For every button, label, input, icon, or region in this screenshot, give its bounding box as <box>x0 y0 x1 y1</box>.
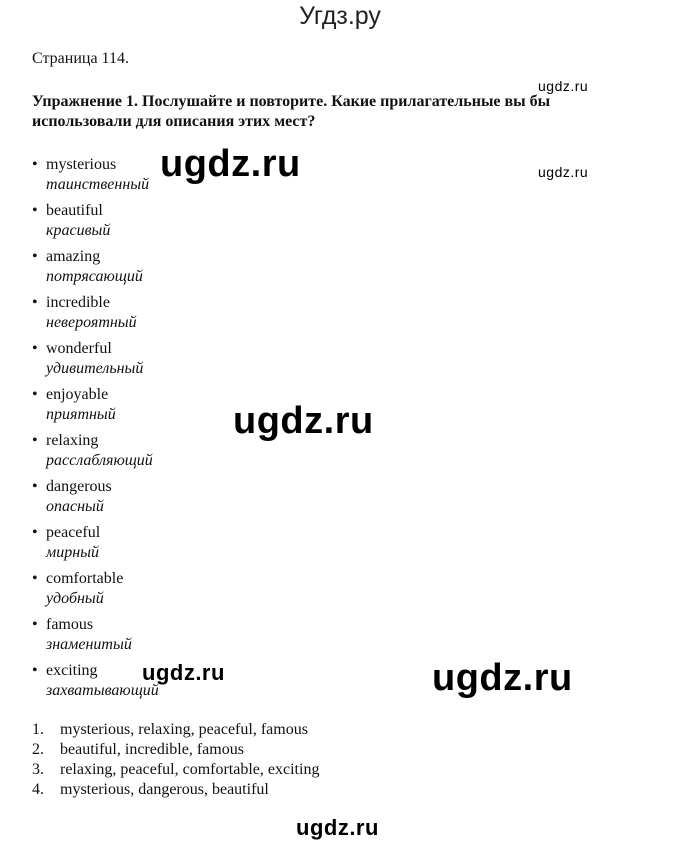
watermark: ugdz.ru <box>538 164 589 180</box>
list-item <box>32 740 319 760</box>
list-item <box>32 339 159 385</box>
list-item <box>32 780 319 800</box>
watermark: ugdz.ru <box>160 143 301 185</box>
watermark: ugdz.ru <box>296 815 379 840</box>
watermark: ugdz.ru <box>233 400 374 442</box>
answer-list <box>32 720 319 800</box>
bullet-icon: • <box>32 248 38 265</box>
word-translation: приятный <box>46 406 116 423</box>
word-english: mysterious <box>46 156 117 173</box>
bullet-icon: • <box>32 156 38 173</box>
word-english: enjoyable <box>46 386 109 403</box>
answer-text: mysterious, dangerous, beautiful <box>60 781 269 798</box>
list-item <box>32 720 319 740</box>
bullet-icon: • <box>32 478 38 495</box>
list-item <box>32 661 159 707</box>
word-english: famous <box>46 616 94 633</box>
list-item <box>32 385 159 431</box>
list-item <box>32 760 319 780</box>
word-translation: удобный <box>46 590 104 607</box>
word-translation: таинственный <box>46 176 150 193</box>
list-item <box>32 615 159 661</box>
word-translation: опасный <box>46 498 104 515</box>
word-translation: захватывающий <box>46 682 159 699</box>
word-english: comfortable <box>46 570 124 587</box>
answer-number: 3. <box>32 761 44 778</box>
word-list <box>32 155 159 707</box>
bullet-icon: • <box>32 386 38 403</box>
answer-number: 2. <box>32 741 44 758</box>
word-english: peaceful <box>46 524 101 541</box>
word-english: amazing <box>46 248 101 265</box>
list-item <box>32 247 159 293</box>
answer-text: beautiful, incredible, famous <box>60 741 244 758</box>
word-english: dangerous <box>46 478 112 495</box>
word-english: incredible <box>46 294 110 311</box>
list-item <box>32 431 159 477</box>
bullet-icon: • <box>32 294 38 311</box>
list-item <box>32 293 159 339</box>
word-english: relaxing <box>46 432 99 449</box>
word-english: exciting <box>46 662 98 679</box>
watermark: ugdz.ru <box>142 660 225 685</box>
bullet-icon: • <box>32 202 38 219</box>
word-translation: удивительный <box>46 360 144 377</box>
word-translation: знаменитый <box>46 636 132 653</box>
bullet-icon: • <box>32 432 38 449</box>
answer-text: relaxing, peaceful, comfortable, exciting <box>60 761 320 778</box>
word-english: beautiful <box>46 202 103 219</box>
list-item <box>32 201 159 247</box>
answer-number: 1. <box>32 721 44 738</box>
list-item <box>32 523 159 569</box>
watermark: ugdz.ru <box>432 657 573 699</box>
word-translation: невероятный <box>46 314 137 331</box>
site-title: Угдз.ру <box>299 2 381 30</box>
word-translation: мирный <box>46 544 99 561</box>
watermark: ugdz.ru <box>538 78 589 94</box>
bullet-icon: • <box>32 616 38 633</box>
word-english: wonderful <box>46 340 112 357</box>
bullet-icon: • <box>32 340 38 357</box>
answer-text: mysterious, relaxing, peaceful, famous <box>60 721 308 738</box>
list-item <box>32 477 159 523</box>
page-label: Страница 114. <box>32 50 129 67</box>
answer-number: 4. <box>32 781 44 798</box>
list-item <box>32 155 159 201</box>
word-translation: расслабляющий <box>46 452 153 469</box>
word-translation: красивый <box>46 222 111 239</box>
bullet-icon: • <box>32 662 38 679</box>
word-translation: потрясающий <box>46 268 143 285</box>
bullet-icon: • <box>32 570 38 587</box>
task-title: Упражнение 1. Послушайте и повторите. Какие прилагательные вы бы использовали для описания этих мест? <box>32 93 551 130</box>
list-item <box>32 569 159 615</box>
bullet-icon: • <box>32 524 38 541</box>
